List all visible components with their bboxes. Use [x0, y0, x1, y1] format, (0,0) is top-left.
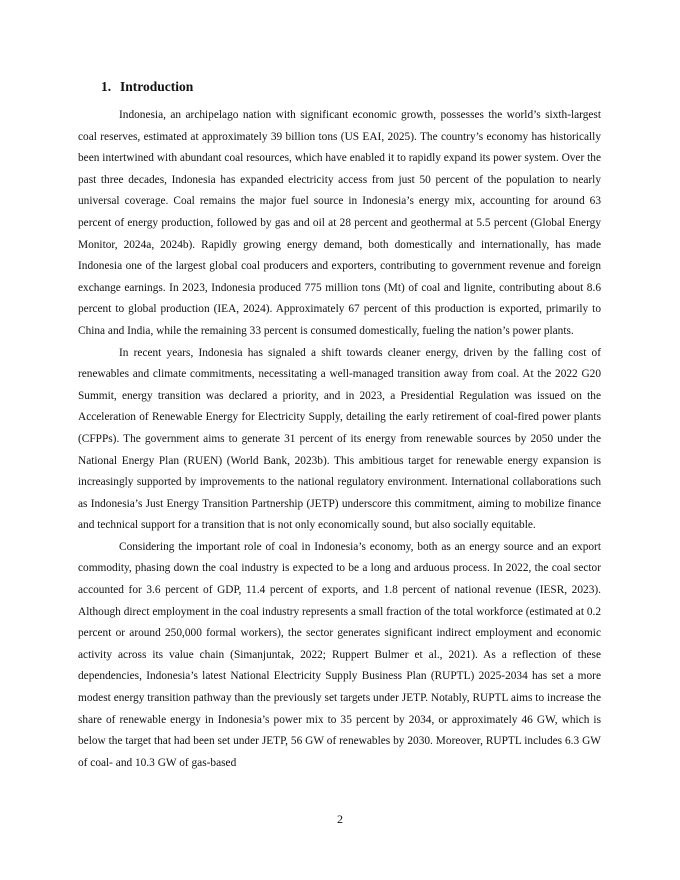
paragraph-1: Indonesia, an archipelago nation with significant economic growth, possesses the world’s sixth-largest coal reserves, estimated at approximately 39 billion tons (US EAI, 2025). The country’s economy has historically been intertwined with abundant coal resources, which have enabled it to rapidly expand its power system. Over the past three decades, Indonesia has expanded electricity access from just 50 percent of the population to nearly universal coverage. Coal remains the major fuel source in Indonesia’s energy mix, accounting for around 63 percent of energy production, followed by gas and oil at 28 percent and geothermal at 5.5 percent (Global Energy Monitor, 2024a, 2024b). Rapidly growing energy demand, both domestically and internationally, has made Indonesia one of the largest global coal producers and exporters, contributing to government revenue and foreign exchange earnings. In 2023, Indonesia produced 775 million tons (Mt) of coal and lignite, contributing about 8.6 percent to global production (IEA, 2024). Approximately 67 percent of this production is exported, primarily to China and India, while the remaining 33 percent is consumed domestically, fueling the nation’s power plants.: [78, 109, 601, 337]
page-number: 2: [337, 812, 343, 826]
body-text: [78, 105, 601, 774]
section-title: Introduction: [120, 79, 194, 94]
section-number: 1.: [101, 79, 112, 94]
paragraph-3: Considering the important role of coal in Indonesia’s economy, both as an energy source and an export commodity, phasing down the coal industry is expected to be a long and arduous process. In 2022, the coal sector accounted for 3.6 percent of GDP, 11.4 percent of exports, and 1.8 percent of national revenue (IESR, 2023). Although direct employment in the coal industry represents a small fraction of the total workforce (estimated at 0.2 percent or around 250,000 formal workers), the sector generates significant indirect employment and economic activity across its value chain (Simanjuntak, 2022; Ruppert Bulmer et al., 2021). As a reflection of these dependencies, Indonesia’s latest National Electricity Supply Business Plan (RUPTL) 2025-2034 has set a more modest energy transition pathway than the previously set targets under JETP. Notably, RUPTL aims to increase the share of renewable energy in Indonesia’s power mix to 35 percent by 2034, or approximately 46 GW, which is below the target that had been set under JETP, 56 GW of renewables by 2030. Moreover, RUPTL includes 6.3 GW of coal- and 10.3 GW of gas-based: [78, 540, 601, 769]
section-heading: [101, 78, 193, 96]
paragraph-2: In recent years, Indonesia has signaled a shift towards cleaner energy, driven by the falling cost of renewables and climate commitments, necessitating a well-managed transition away from coal. At the 2022 G20 Summit, energy transition was declared a priority, and in 2023, a Presidential Regulation was issued on the Acceleration of Renewable Energy for Electricity Supply, detailing the early retirement of coal-fired power plants (CFPPs). The government aims to generate 31 percent of its energy from renewable sources by 2050 under the National Energy Plan (RUEN) (World Bank, 2023b). This ambitious target for renewable energy expansion is increasingly supported by improvements to the national regulatory environment. International collaborations such as Indonesia’s Just Energy Transition Partnership (JETP) underscore this commitment, aiming to mobilize finance and technical support for a transition that is not only economically sound, but also socially equitable.: [78, 346, 601, 532]
